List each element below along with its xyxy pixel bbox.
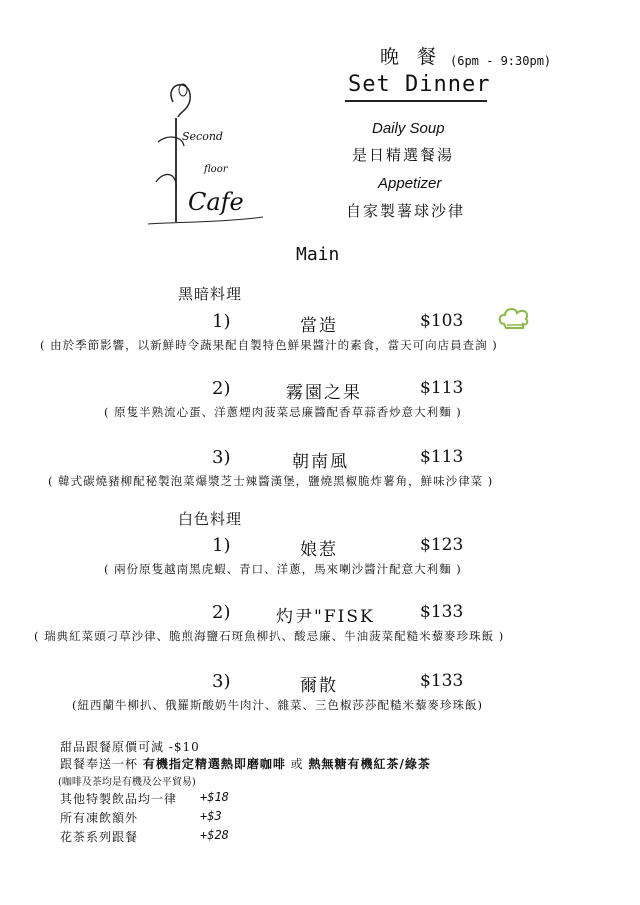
appetizer-label-zh: 自家製薯球沙律 bbox=[346, 202, 466, 220]
dish-name: 朝南風 bbox=[292, 452, 349, 472]
soup-label-zh: 是日精選餐湯 bbox=[352, 146, 455, 164]
dish-name: 爾散 bbox=[300, 676, 338, 696]
appetizer-label-en: Appetizer bbox=[378, 175, 442, 192]
extra-label: 花茶系列跟餐 bbox=[60, 830, 139, 844]
dinner-time: (6pm - 9:30pm) bbox=[450, 54, 552, 68]
dish-number: 1) bbox=[212, 535, 231, 556]
dish-price: $123 bbox=[420, 535, 464, 555]
category-white: 白色料理 bbox=[178, 510, 243, 528]
fair-trade-note: (咖啡及茶均是有機及公平貿易) bbox=[58, 777, 196, 788]
drink-tea: 熱無糖有機紅茶/綠茶 bbox=[308, 757, 431, 771]
drink-note bbox=[60, 755, 431, 772]
dish-number: 3) bbox=[212, 447, 231, 468]
drink-or: 或 bbox=[285, 757, 309, 771]
dish-price: $113 bbox=[420, 447, 464, 467]
extra-price: +$3 bbox=[200, 809, 222, 823]
extra-price: +$18 bbox=[200, 790, 229, 804]
extra-label: 所有凍飲額外 bbox=[60, 811, 139, 825]
dish-name: 灼尹"FISK bbox=[276, 607, 375, 627]
dish-description: ( 由於季節影響，以新鮮時令蔬果配自製特色鮮果醬汁的素食，當天可向店員查詢 ) bbox=[40, 338, 498, 352]
dish-description: ( 原隻半熟流心蛋、洋蔥煙肉菠菜忌廉醬配香草蒜香炒意大利麵 ) bbox=[104, 405, 462, 419]
logo-text-cafe: Cafe bbox=[188, 188, 244, 216]
cafe-logo bbox=[118, 72, 268, 232]
extra-label: 其他特製飲品均一律 bbox=[60, 792, 178, 806]
dish-price: $133 bbox=[420, 671, 464, 691]
dish-number: 1) bbox=[212, 311, 231, 332]
logo-text-second: Second bbox=[182, 130, 223, 143]
drink-coffee: 有機指定精選熱即磨咖啡 bbox=[142, 757, 286, 771]
dish-number: 2) bbox=[212, 378, 231, 399]
dessert-note: 甜品跟餐原價可減 -$10 bbox=[60, 740, 200, 754]
dish-name: 霧園之果 bbox=[286, 383, 362, 403]
dish-description: ( 瑞典紅菜頭刁草沙律、脆煎海鹽石斑魚柳扒、酸忌廉、牛油菠菜配糙米藜麥珍珠飯 ) bbox=[34, 629, 505, 643]
category-dark: 黑暗料理 bbox=[178, 285, 243, 303]
dinner-title-zh: 晚 餐 bbox=[380, 46, 443, 68]
dish-price: $103 bbox=[420, 311, 464, 331]
extra-price: +$28 bbox=[200, 828, 229, 842]
dish-number: 3) bbox=[212, 671, 231, 692]
dish-price: $113 bbox=[420, 378, 464, 398]
logo-text-floor: floor bbox=[204, 164, 228, 175]
main-heading: Main bbox=[296, 244, 340, 265]
chef-hat-icon bbox=[496, 306, 532, 336]
dish-description: (紐西蘭牛柳扒、俄羅斯酸奶牛肉汁、雜菜、三色椒莎莎配糙米藜麥珍珠飯) bbox=[72, 698, 483, 712]
drink-prefix: 跟餐奉送一杯 bbox=[60, 757, 143, 771]
dish-name: 當造 bbox=[300, 316, 338, 336]
dish-description: ( 兩份原隻越南黑虎蝦、青口、洋蔥，馬來喇沙醬汁配意大利麵 ) bbox=[104, 562, 462, 576]
dish-price: $133 bbox=[420, 602, 464, 622]
dish-number: 2) bbox=[212, 602, 231, 623]
dinner-title-en: Set Dinner bbox=[348, 72, 491, 97]
dish-name: 娘惹 bbox=[300, 540, 338, 560]
soup-label-en: Daily Soup bbox=[372, 120, 445, 137]
title-underline bbox=[345, 100, 487, 102]
dish-description: ( 韓式碳燒豬柳配秘製泡菜爆漿芝士辣醬漢堡，鹽燒黑椒脆炸薯角，鮮味沙律菜 ) bbox=[48, 474, 494, 488]
